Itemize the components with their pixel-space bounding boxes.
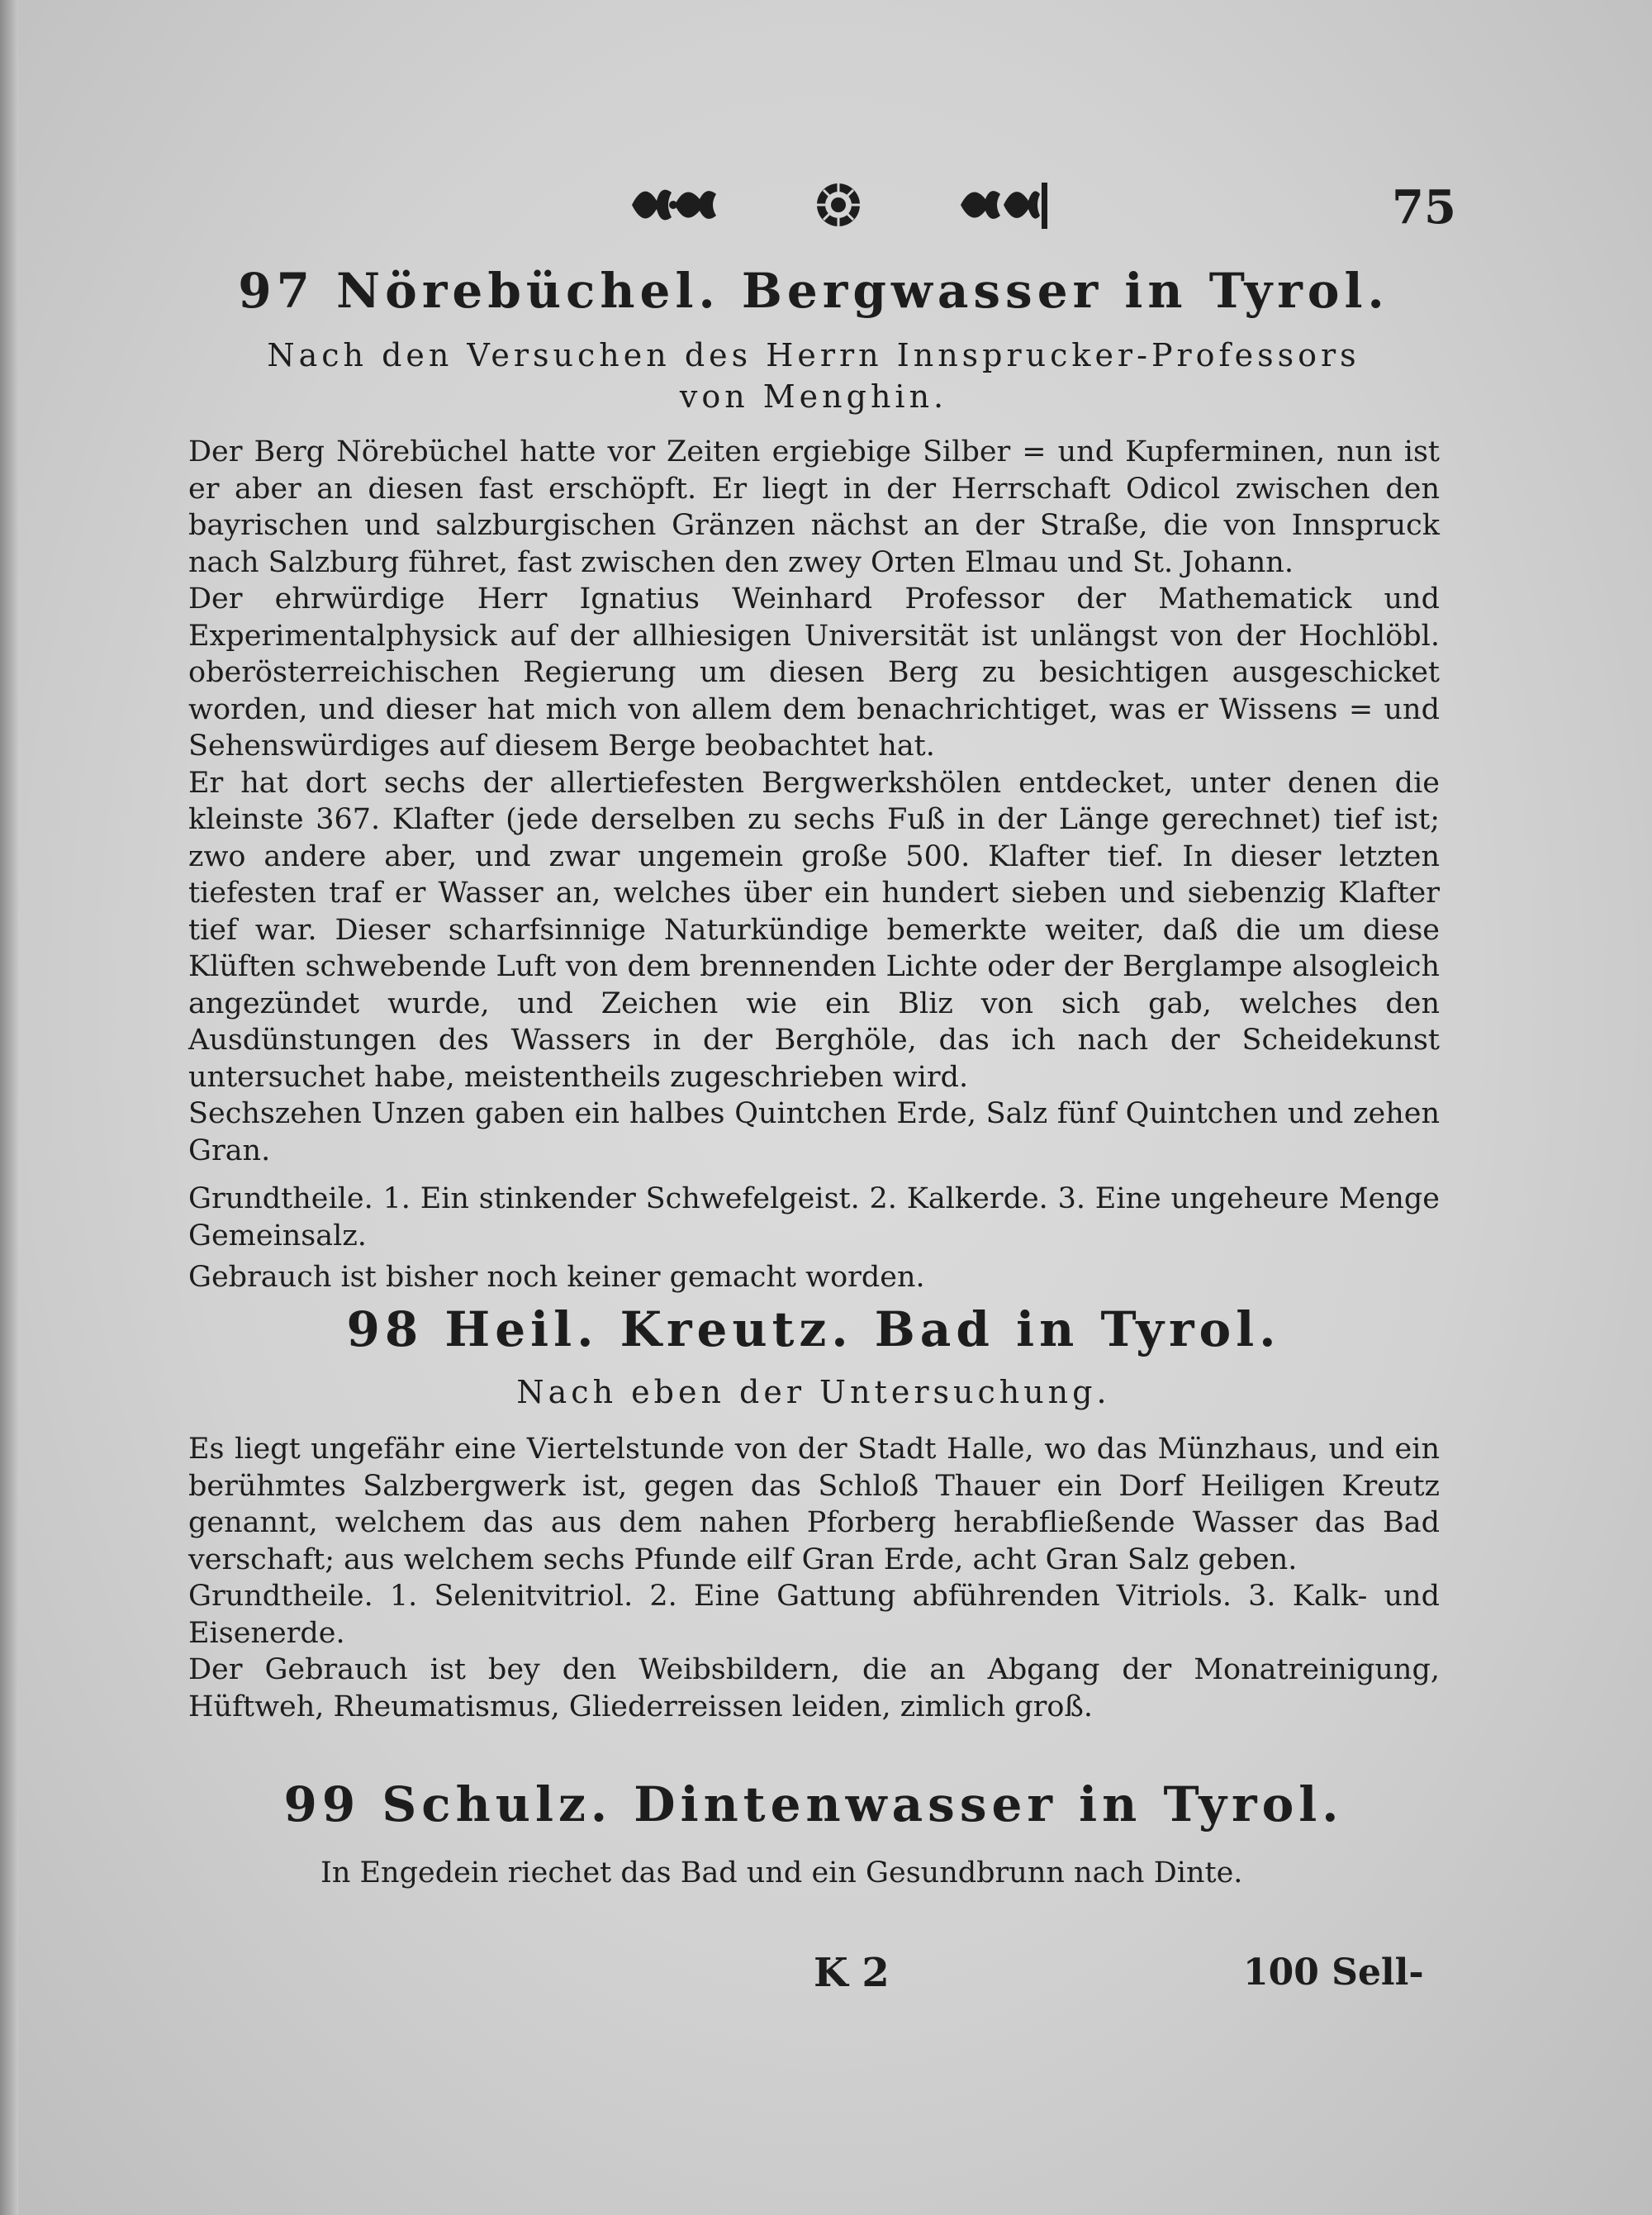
section-98-title: 98 Heil. Kreutz. Bad in Tyrol. bbox=[346, 1301, 1281, 1357]
section-97-paragraph-5: Grundtheile. 1. Ein stinkender Schwefelgeist. 2. Kalkerde. 3. Eine ungeheure Menge Gemeinsalz. bbox=[188, 1182, 1440, 1252]
section-97-title: 97 Nörebüchel. Bergwasser in Tyrol. bbox=[238, 263, 1389, 319]
section-99-body bbox=[188, 1855, 1440, 1892]
page-edge-shadow bbox=[0, 0, 18, 2215]
section-99 bbox=[186, 1776, 1441, 1832]
floral-ornament-left-icon bbox=[624, 176, 723, 234]
section-97 bbox=[186, 263, 1441, 319]
section-98-subtitle: Nach eben der Untersuchung. bbox=[516, 1374, 1111, 1410]
signature-mark: K 2 bbox=[814, 1950, 890, 1996]
section-98-paragraph-2: Grundtheile. 1. Selenitvitriol. 2. Eine Gattung abführenden Vitriols. 3. Kalk- und Eisenerde. bbox=[188, 1580, 1440, 1650]
section-98 bbox=[186, 1301, 1441, 1357]
section-98-subtitle-wrap bbox=[186, 1371, 1441, 1413]
section-97-paragraph-6: Gebrauch ist bisher noch keiner gemacht worden. bbox=[188, 1261, 925, 1294]
section-97-paragraph-2: Der ehrwürdige Herr Ignatius Weinhard Professor der Mathematick und Experimentalphysick auf der allhiesigen Universität ist unlängst von der Hochlöbl. oberösterreichischen Regierung um diesen Berg zu besichtigen ausgeschicket worden, und dieser hat mich von allem dem benachrichtiget, was er Wissens = und Sehenswürdiges auf diesem Berge beobachtet hat. bbox=[188, 582, 1440, 763]
section-97-paragraph-4: Sechszehen Unzen gaben ein halbes Quintchen Erde, Salz fünf Quintchen und zehen Gran. bbox=[188, 1097, 1440, 1167]
floral-ornament-right-icon bbox=[954, 176, 1053, 234]
section-97-subtitle-line1: Nach den Versuchen des Herrn Innsprucker-Professors bbox=[267, 337, 1360, 373]
page-number: 75 bbox=[1392, 180, 1456, 235]
header-ornament bbox=[624, 172, 1053, 238]
section-97-subtitle-line2: von Menghin. bbox=[679, 378, 948, 415]
section-99-paragraph-1: In Engedein riechet das Bad und ein Gesundbrunn nach Dinte. bbox=[320, 1856, 1243, 1889]
section-98-body bbox=[188, 1431, 1440, 1725]
catchword: 100 Sell- bbox=[1243, 1951, 1424, 1994]
section-98-paragraph-1: Es liegt ungefähr eine Viertelstunde von der Stadt Halle, wo das Münzhaus, und ein berühmtes Salzbergwerk ist, gegen das Schloß Thauer ein Dorf Heiligen Kreutz genannt, welchem das aus dem nahen Pforberg herabfließende Wasser das Bad verschaft; aus welchem sechs Pfunde eilf Gran Erde, acht Gran Salz geben. bbox=[188, 1433, 1440, 1576]
section-97-paragraph-1: Der Berg Nörebüchel hatte vor Zeiten ergiebige Silber = und Kupferminen, nun ist er aber an diesen fast erschöpft. Er liegt in der Herrschaft Odicol zwischen den bayrischen und salzburgischen Gränzen nächst an der Straße, die von Innspruck nach Salzburg führet, fast zwischen den zwey Orten Elmau und St. Johann. bbox=[188, 435, 1440, 579]
rosette-ornament-icon bbox=[814, 180, 863, 230]
section-97-subtitle bbox=[186, 335, 1441, 417]
section-97-paragraph-3: Er hat dort sechs der allertiefesten Bergwerkshölen entdecket, unter denen die kleinste 367. Klafter (jede derselben zu sechs Fuß in der Länge gerechnet) tief ist; zwo andere aber, und zwar ungemein große 500. Klafter tief. In dieser letzten tiefesten traf er Wasser an, welches über ein hundert sieben und siebenzig Klafter tief war. Dieser scharfsinnige Naturkündige bemerkte weiter, daß die um diese Klüften schwebende Luft von dem brennenden Lichte oder der Berglampe alsogleich angezündet wurde, und Zeichen wie ein Bliz von sich gab, welches den Ausdünstungen des Wassers in der Berghöle, das ich nach der Scheidekunst untersuchet habe, meistentheils zugeschrieben wird. bbox=[188, 766, 1440, 1094]
section-98-paragraph-3: Der Gebrauch ist bey den Weibsbildern, die an Abgang der Monatreinigung, Hüftweh, Rheumatismus, Gliederreissen leiden, zimlich groß. bbox=[188, 1653, 1440, 1723]
section-97-body bbox=[188, 434, 1440, 1296]
section-99-title: 99 Schulz. Dintenwasser in Tyrol. bbox=[283, 1776, 1344, 1832]
